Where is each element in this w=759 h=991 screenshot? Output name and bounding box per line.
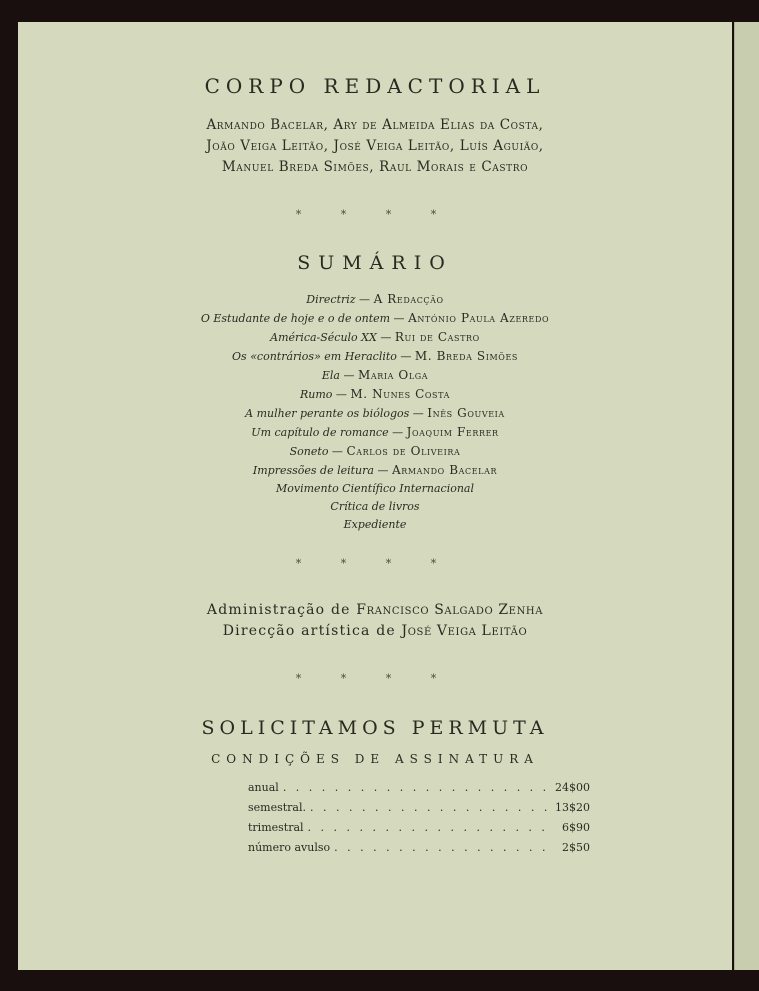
toc-entry: [18, 461, 732, 480]
admin-name: Francisco Salgado Zenha: [356, 602, 544, 618]
price-row: [248, 781, 590, 801]
subscription-conditions-title: CONDIÇÕES DE ASSINATURA: [211, 752, 539, 766]
leader-dots: [279, 781, 550, 794]
toc-entry-author: Armando Bacelar: [391, 463, 498, 477]
toc-entry-author: Maria Olga: [357, 368, 429, 382]
price-label: semestral.: [248, 801, 306, 814]
direction-prefix: Direcção artística de: [222, 623, 396, 639]
permuta-title: SOLICITAMOS PERMUTA: [201, 717, 549, 739]
toc-entry-title: Rumo: [299, 388, 333, 401]
names-line-1: Armando Bacelar, Ary de Almeida Elias da Costa,: [206, 117, 544, 133]
toc-entry: [18, 290, 732, 309]
leader-dots: [304, 821, 550, 834]
credits: [18, 600, 732, 642]
toc-separator: —: [328, 445, 347, 458]
names-line-3: Manuel Breda Simões, Raul Morais e Castro: [221, 159, 529, 175]
price-value: 24$00: [555, 781, 590, 794]
toc-entry-title: Ela: [321, 369, 340, 382]
toc-entry-title: Impressões de leitura: [252, 464, 374, 477]
price-value: 6$90: [562, 821, 590, 834]
divider-stars: * * * *: [295, 557, 455, 570]
toc-entry-author: A Redacção: [373, 292, 444, 306]
toc-entry: [18, 347, 732, 366]
toc-entry-title: A mulher perante os biólogos: [245, 407, 410, 420]
leader-dots: [330, 841, 550, 854]
toc-separator: —: [376, 331, 395, 344]
divider-stars: * * * *: [295, 208, 455, 221]
price-row: [248, 841, 590, 861]
toc-entry-author: Inês Gouveia: [427, 406, 505, 420]
toc-entry-author: Joaquim Ferrer: [406, 425, 499, 439]
toc-entry: [18, 516, 732, 534]
adjacent-page-edge: [734, 22, 759, 970]
toc-entry-author: Carlos de Oliveira: [346, 444, 461, 458]
price-row: [248, 821, 590, 841]
toc-separator: —: [396, 350, 415, 363]
editorial-board-names: [18, 115, 732, 178]
price-list: [248, 781, 590, 861]
toc-entry-author: M. Nunes Costa: [350, 387, 450, 401]
price-value: 2$50: [562, 841, 590, 854]
artistic-direction-line: [18, 621, 732, 642]
price-label: anual: [248, 781, 279, 794]
toc-entry: [18, 498, 732, 516]
toc-separator: —: [355, 293, 374, 306]
price-label: trimestral: [248, 821, 304, 834]
toc-entry: [18, 385, 732, 404]
toc-separator: —: [388, 426, 407, 439]
names-line-2: João Veiga Leitão, José Veiga Leitão, Luís Aguião,: [206, 138, 544, 154]
price-label: número avulso: [248, 841, 331, 854]
toc-entry: [18, 423, 732, 442]
sumario-title: SUMÁRIO: [297, 252, 453, 274]
toc-entry-title: O Estudante de hoje e o de ontem: [200, 312, 391, 325]
toc-entry-title: América-Século XX: [270, 331, 377, 344]
toc-entry-title: Os «contrários» em Heraclito: [232, 350, 397, 363]
toc-separator: —: [390, 312, 409, 325]
toc-entry-author: Rui de Castro: [394, 330, 480, 344]
leader-dots: [306, 801, 550, 814]
divider-stars: * * * *: [295, 672, 455, 685]
direction-name: José Veiga Leitão: [401, 623, 528, 639]
toc-entry-title: Expediente: [343, 518, 407, 531]
toc-entry: [18, 366, 732, 385]
price-row: [248, 801, 590, 821]
toc-entry: [18, 480, 732, 498]
table-of-contents: [18, 290, 732, 534]
toc-entry-author: M. Breda Simões: [414, 349, 518, 363]
toc-separator: —: [332, 388, 351, 401]
toc-entry: [18, 442, 732, 461]
administration-line: [18, 600, 732, 621]
toc-separator: —: [373, 464, 392, 477]
toc-entry-title: Um capítulo de romance: [251, 426, 389, 439]
toc-separator: —: [409, 407, 428, 420]
corpo-redactorial-title: CORPO REDACTORIAL: [204, 74, 546, 98]
price-value: 13$20: [555, 801, 590, 814]
toc-entry-title: Movimento Científico Internacional: [276, 482, 474, 495]
toc-entry-title: Soneto: [289, 445, 329, 458]
toc-entry-author: António Paula Azeredo: [408, 311, 550, 325]
toc-separator: —: [339, 369, 358, 382]
toc-entry-title: Crítica de livros: [330, 500, 420, 513]
toc-entry: [18, 328, 732, 347]
toc-entry: [18, 309, 732, 328]
toc-entry-title: Directriz: [306, 293, 356, 306]
page: [18, 22, 732, 970]
admin-prefix: Administração de: [206, 602, 351, 618]
toc-entry: [18, 404, 732, 423]
